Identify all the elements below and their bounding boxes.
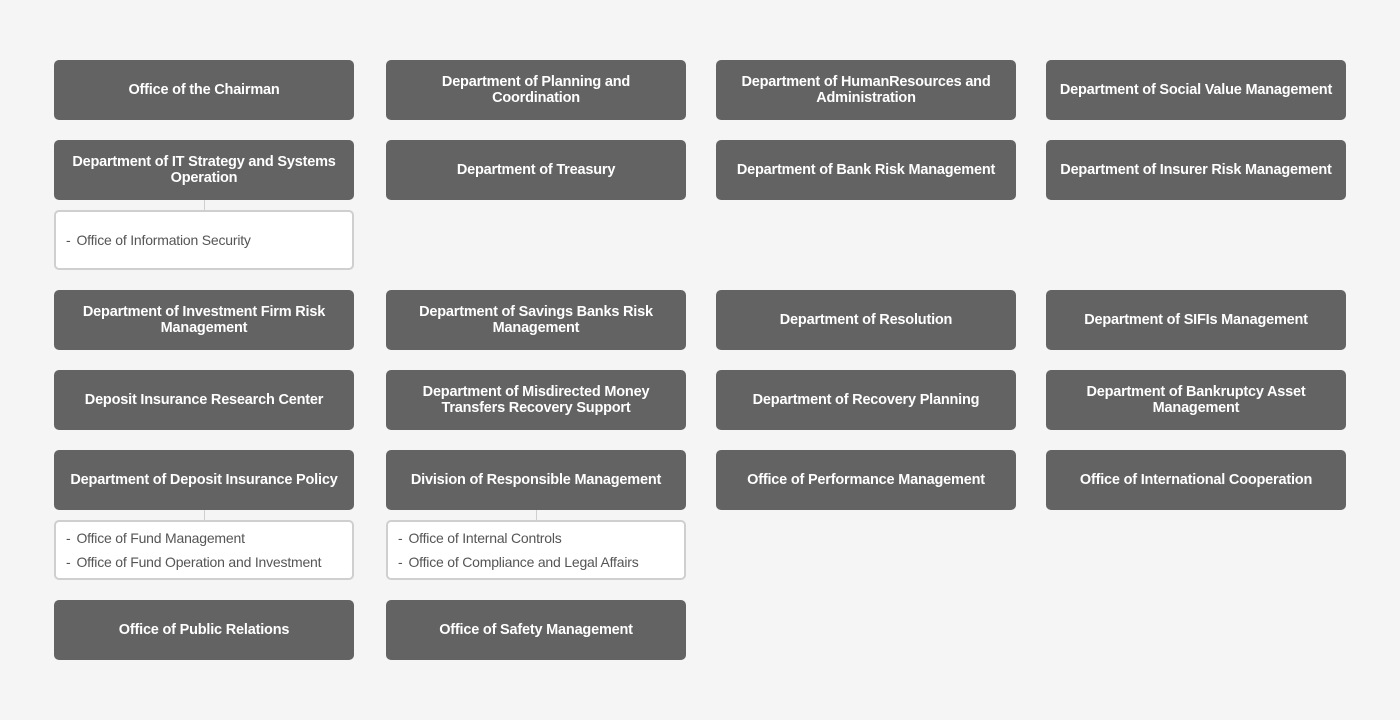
unit-label: Department of HumanResources and Administration (741, 74, 991, 106)
subunit-item[interactable] (66, 550, 342, 574)
connector-line (536, 510, 537, 520)
subunit-item[interactable] (66, 526, 342, 550)
unit-label: Department of Resolution (779, 312, 953, 328)
unit-office-of-safety-management[interactable] (386, 600, 686, 660)
subunit-item[interactable] (66, 228, 342, 252)
connector-line (204, 510, 205, 520)
subunit-dash: - (66, 232, 71, 248)
unit-label: Department of Treasury (456, 162, 616, 178)
subunit-list (54, 210, 354, 270)
unit-office-of-the-chairman[interactable] (54, 60, 354, 120)
subunit-label: Office of Fund Management (76, 530, 245, 546)
unit-label: Department of Savings Banks Risk Management (419, 304, 653, 336)
unit-label: Department of Bankruptcy Asset Management (1086, 384, 1306, 416)
subunit-list (54, 520, 354, 580)
unit-label: Division of Responsible Management (410, 472, 662, 488)
unit-human-resources-administration[interactable] (716, 60, 1016, 120)
unit-label: Office of Public Relations (118, 622, 290, 638)
subunit-label: Office of Information Security (76, 232, 251, 248)
unit-label: Office of Performance Management (747, 472, 985, 488)
subunit-item[interactable] (398, 550, 674, 574)
unit-social-value-management[interactable] (1046, 60, 1346, 120)
unit-insurer-risk-management[interactable] (1046, 140, 1346, 200)
unit-savings-banks-risk-management[interactable] (386, 290, 686, 350)
unit-label: Department of Recovery Planning (752, 392, 980, 408)
unit-label: Office of the Chairman (128, 82, 280, 98)
subunit-item[interactable] (398, 526, 674, 550)
unit-bank-risk-management[interactable] (716, 140, 1016, 200)
unit-sifis-management[interactable] (1046, 290, 1346, 350)
unit-label: Deposit Insurance Research Center (84, 392, 324, 408)
subunit-dash: - (66, 530, 71, 546)
unit-label: Department of Bank Risk Management (736, 162, 996, 178)
unit-it-strategy-systems-operation[interactable] (54, 140, 354, 200)
subunit-label: Office of Fund Operation and Investment (76, 554, 322, 570)
connector-line (204, 200, 205, 210)
unit-label: Department of IT Strategy and Systems Operation (72, 154, 336, 186)
unit-planning-and-coordination[interactable] (386, 60, 686, 120)
unit-treasury[interactable] (386, 140, 686, 200)
subunit-dash: - (66, 554, 71, 570)
unit-misdirected-money-transfers-recovery[interactable] (386, 370, 686, 430)
unit-international-cooperation[interactable] (1046, 450, 1346, 510)
unit-investment-firm-risk-management[interactable] (54, 290, 354, 350)
subunit-label: Office of Compliance and Legal Affairs (408, 554, 639, 570)
unit-bankruptcy-asset-management[interactable] (1046, 370, 1346, 430)
unit-label: Office of International Cooperation (1079, 472, 1313, 488)
subunit-dash: - (398, 530, 403, 546)
unit-deposit-insurance-research-center[interactable] (54, 370, 354, 430)
unit-label: Office of Safety Management (439, 622, 633, 638)
unit-label: Department of Planning and Coordination (441, 74, 631, 106)
subunit-dash: - (398, 554, 403, 570)
unit-label: Department of SIFIs Management (1084, 312, 1308, 328)
subunit-list (386, 520, 686, 580)
unit-label: Department of Social Value Management (1059, 82, 1333, 98)
subunit-label: Office of Internal Controls (408, 530, 562, 546)
unit-label: Department of Insurer Risk Management (1060, 162, 1332, 178)
unit-resolution[interactable] (716, 290, 1016, 350)
unit-office-of-public-relations[interactable] (54, 600, 354, 660)
unit-responsible-management[interactable] (386, 450, 686, 510)
unit-label: Department of Deposit Insurance Policy (70, 472, 338, 488)
unit-recovery-planning[interactable] (716, 370, 1016, 430)
unit-label: Department of Investment Firm Risk Management (82, 304, 326, 336)
unit-label: Department of Misdirected Money Transfers Recovery Support (422, 384, 650, 416)
unit-deposit-insurance-policy[interactable] (54, 450, 354, 510)
unit-performance-management[interactable] (716, 450, 1016, 510)
